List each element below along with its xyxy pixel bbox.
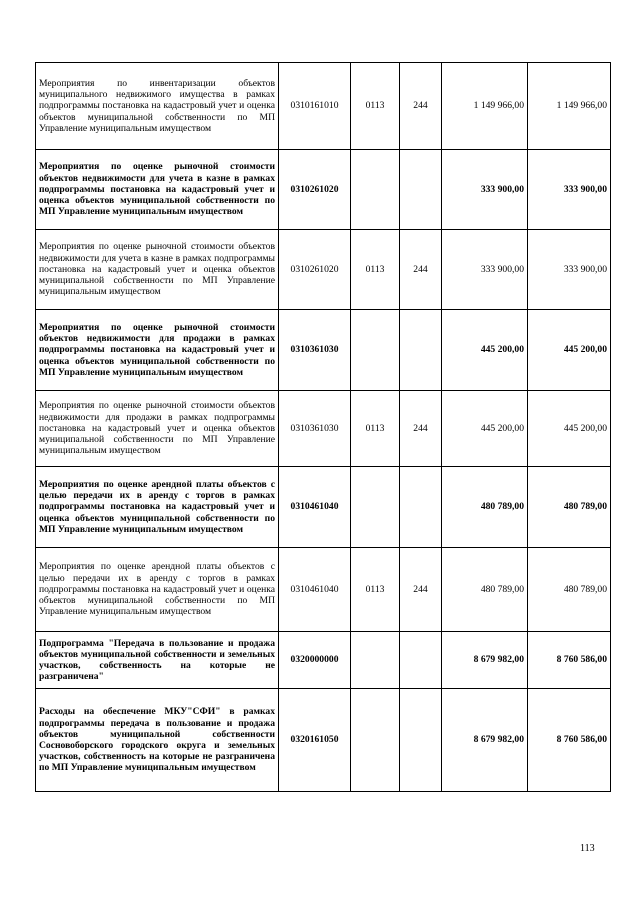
table-row — [36, 310, 611, 391]
row-kvr-code — [400, 310, 442, 391]
row-section-code — [351, 689, 400, 792]
row-sum-2: 480 789,00 — [528, 548, 611, 632]
row-name: Мероприятия по оценке рыночной стоимости объектов недвижимости для учета в казне в рамках подпрограммы постановка на кадастровый учет и оценка объектов муниципальной собственности по МП Управление муниципальным имуществом — [36, 230, 279, 310]
budget-table — [35, 62, 611, 792]
table-row — [36, 632, 611, 689]
row-sum-2: 445 200,00 — [528, 310, 611, 391]
row-sum-1: 8 679 982,00 — [442, 689, 528, 792]
row-sum-2: 8 760 586,00 — [528, 689, 611, 792]
row-section-code: 0113 — [351, 230, 400, 310]
row-sum-1: 333 900,00 — [442, 230, 528, 310]
row-sum-1: 445 200,00 — [442, 310, 528, 391]
row-name: Мероприятия по инвентаризации объектов муниципального недвижимого имущества в рамках подпрограммы постановка на кадастровый учет и оценка объектов муниципальной собственности по МП Управление муниципальным имуществом — [36, 63, 279, 150]
row-sum-2: 480 789,00 — [528, 467, 611, 548]
row-section-code — [351, 467, 400, 548]
row-csr-code: 0310261020 — [279, 150, 351, 230]
row-csr-code: 0310361030 — [279, 391, 351, 467]
table-row — [36, 467, 611, 548]
row-sum-1: 8 679 982,00 — [442, 632, 528, 689]
table-row — [36, 548, 611, 632]
row-kvr-code — [400, 689, 442, 792]
row-sum-1: 480 789,00 — [442, 467, 528, 548]
row-sum-1: 480 789,00 — [442, 548, 528, 632]
table-row — [36, 150, 611, 230]
row-section-code: 0113 — [351, 391, 400, 467]
row-kvr-code: 244 — [400, 391, 442, 467]
page-number: 113 — [580, 843, 595, 854]
row-sum-2: 8 760 586,00 — [528, 632, 611, 689]
row-csr-code: 0320000000 — [279, 632, 351, 689]
table-row — [36, 689, 611, 792]
row-csr-code: 0310461040 — [279, 467, 351, 548]
row-csr-code: 0310461040 — [279, 548, 351, 632]
row-name: Мероприятия по оценке арендной платы объектов с целью передачи их в аренду с торгов в рамках подпрограммы постановка на кадастровый учет и оценка объектов муниципальной собственности по МП Управление муниципальным имуществом — [36, 548, 279, 632]
row-kvr-code: 244 — [400, 63, 442, 150]
row-section-code — [351, 310, 400, 391]
table-row — [36, 230, 611, 310]
row-sum-1: 445 200,00 — [442, 391, 528, 467]
row-csr-code: 0310161010 — [279, 63, 351, 150]
row-name: Мероприятия по оценке рыночной стоимости объектов недвижимости для продажи в рамках подпрограммы постановка на кадастровый учет и оценка объектов муниципальной собственности по МП Управление муниципальным имуществом — [36, 310, 279, 391]
row-csr-code: 0310261020 — [279, 230, 351, 310]
table-row — [36, 63, 611, 150]
row-sum-2: 333 900,00 — [528, 230, 611, 310]
row-name: Мероприятия по оценке арендной платы объектов с целью передачи их в аренду с торгов в рамках подпрограммы постановка на кадастровый учет и оценка объектов муниципальной собственности по МП Управление муниципальным имуществом — [36, 467, 279, 548]
row-sum-1: 1 149 966,00 — [442, 63, 528, 150]
row-kvr-code: 244 — [400, 548, 442, 632]
row-name: Подпрограмма "Передача в пользование и продажа объектов муниципальной собственности и земельных участков, собственность на которые не разграничена" — [36, 632, 279, 689]
row-kvr-code — [400, 150, 442, 230]
row-csr-code: 0320161050 — [279, 689, 351, 792]
row-csr-code: 0310361030 — [279, 310, 351, 391]
row-name: Мероприятия по оценке рыночной стоимости объектов недвижимости для учета в казне в рамках подпрограммы постановка на кадастровый учет и оценка объектов муниципальной собственности по МП Управление муниципальным имуществом — [36, 150, 279, 230]
row-kvr-code — [400, 632, 442, 689]
row-sum-2: 333 900,00 — [528, 150, 611, 230]
row-section-code: 0113 — [351, 548, 400, 632]
row-sum-2: 1 149 966,00 — [528, 63, 611, 150]
table-row — [36, 391, 611, 467]
row-section-code — [351, 150, 400, 230]
row-sum-2: 445 200,00 — [528, 391, 611, 467]
row-kvr-code — [400, 467, 442, 548]
row-sum-1: 333 900,00 — [442, 150, 528, 230]
row-name: Мероприятия по оценке рыночной стоимости объектов недвижимости для продажи в рамках подпрограммы постановка на кадастровый учет и оценка объектов муниципальной собственности по МП Управление муниципальным имуществом — [36, 391, 279, 467]
row-section-code — [351, 632, 400, 689]
row-kvr-code: 244 — [400, 230, 442, 310]
row-name: Расходы на обеспечение МКУ"СФИ" в рамках подпрограммы передача в пользование и продажа объектов муниципальной собственности Сосновоборского городского округа и земельных участков, собственность на которые не разграничена по МП Управление муниципальным имуществом — [36, 689, 279, 792]
row-section-code: 0113 — [351, 63, 400, 150]
